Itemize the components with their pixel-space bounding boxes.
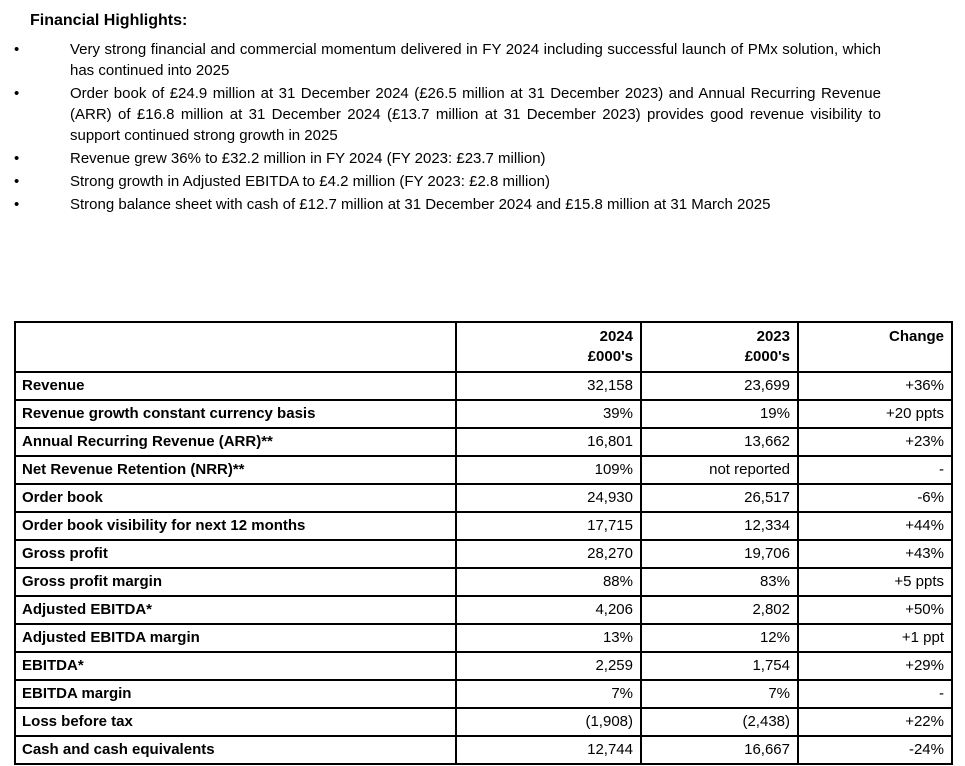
list-item xyxy=(14,148,881,169)
list-item-text: Strong balance sheet with cash of £12.7 million at 31 December 2024 and £15.8 million at 31 March 2025 xyxy=(70,196,771,213)
value-2024: 39% xyxy=(456,400,641,428)
metric-label: Gross profit margin xyxy=(15,568,456,596)
value-2024: 28,270 xyxy=(456,540,641,568)
list-item xyxy=(14,194,881,215)
header-unit-2023: £000's xyxy=(744,348,790,365)
table-row xyxy=(15,428,952,456)
metric-label: Annual Recurring Revenue (ARR)** xyxy=(15,428,456,456)
metric-label: Adjusted EBITDA* xyxy=(15,596,456,624)
value-2024: 12,744 xyxy=(456,736,641,764)
bullet-icon: • xyxy=(14,173,20,190)
value-2024: 13% xyxy=(456,624,641,652)
table-row xyxy=(15,568,952,596)
list-item-text: Strong growth in Adjusted EBITDA to £4.2 million (FY 2023: £2.8 million) xyxy=(70,173,550,190)
column-header-2024 xyxy=(456,322,641,372)
list-item-text: Very strong financial and commercial momentum delivered in FY 2024 including successful launch of PMx solution, which has continued into 2025 xyxy=(70,41,881,79)
change-value: +29% xyxy=(798,652,952,680)
table-row xyxy=(15,624,952,652)
financial-summary-table xyxy=(14,321,953,765)
bullet-icon: • xyxy=(14,41,20,58)
value-2023: (2,438) xyxy=(641,708,798,736)
table-row xyxy=(15,680,952,708)
value-2024: 88% xyxy=(456,568,641,596)
value-2024: 17,715 xyxy=(456,512,641,540)
list-item-text: Order book of £24.9 million at 31 December 2024 (£26.5 million at 31 December 2023) and Annual Recurring Revenue (ARR) of £16.8 million at 31 December 2024 (£13.7 million at 31 December 2023) provides good revenue visibility to support continued strong growth in 2025 xyxy=(70,85,881,144)
value-2023: 2,802 xyxy=(641,596,798,624)
table-row xyxy=(15,400,952,428)
bullet-icon: • xyxy=(14,85,20,102)
change-value: - xyxy=(798,456,952,484)
metric-label: EBITDA margin xyxy=(15,680,456,708)
value-2024: 32,158 xyxy=(456,372,641,400)
value-2023: 7% xyxy=(641,680,798,708)
header-year-2023: 2023 xyxy=(756,328,790,345)
change-value: -6% xyxy=(798,484,952,512)
bullet-icon: • xyxy=(14,150,20,167)
change-value: +50% xyxy=(798,596,952,624)
value-2023: 12,334 xyxy=(641,512,798,540)
metric-label: Revenue growth constant currency basis xyxy=(15,400,456,428)
list-item xyxy=(14,83,881,146)
table-row xyxy=(15,596,952,624)
value-2024: 7% xyxy=(456,680,641,708)
column-header-change: Change xyxy=(798,322,952,372)
metric-label: Gross profit xyxy=(15,540,456,568)
value-2023: 23,699 xyxy=(641,372,798,400)
bullet-icon: • xyxy=(14,196,20,213)
table-row xyxy=(15,484,952,512)
value-2024: (1,908) xyxy=(456,708,641,736)
value-2024: 109% xyxy=(456,456,641,484)
value-2023: not reported xyxy=(641,456,798,484)
value-2023: 26,517 xyxy=(641,484,798,512)
metric-label: Adjusted EBITDA margin xyxy=(15,624,456,652)
value-2023: 1,754 xyxy=(641,652,798,680)
value-2023: 83% xyxy=(641,568,798,596)
value-2023: 16,667 xyxy=(641,736,798,764)
column-header-2023 xyxy=(641,322,798,372)
highlights-list xyxy=(14,39,951,215)
page-title: Financial Highlights: xyxy=(30,12,188,29)
value-2023: 13,662 xyxy=(641,428,798,456)
metric-column-header xyxy=(15,322,456,372)
table-row xyxy=(15,708,952,736)
table-row xyxy=(15,736,952,764)
metric-label: Revenue xyxy=(15,372,456,400)
table-header-row xyxy=(15,322,952,372)
list-item xyxy=(14,171,881,192)
change-value: +22% xyxy=(798,708,952,736)
change-value: +23% xyxy=(798,428,952,456)
value-2023: 19% xyxy=(641,400,798,428)
table-row xyxy=(15,540,952,568)
change-value: - xyxy=(798,680,952,708)
table-row xyxy=(15,456,952,484)
change-value: -24% xyxy=(798,736,952,764)
table-row xyxy=(15,372,952,400)
header-unit-2024: £000's xyxy=(587,348,633,365)
header-year-2024: 2024 xyxy=(599,328,633,345)
list-item-text: Revenue grew 36% to £32.2 million in FY 2024 (FY 2023: £23.7 million) xyxy=(70,150,546,167)
change-value: +43% xyxy=(798,540,952,568)
table-row xyxy=(15,512,952,540)
metric-label: EBITDA* xyxy=(15,652,456,680)
metric-label: Net Revenue Retention (NRR)** xyxy=(15,456,456,484)
value-2024: 4,206 xyxy=(456,596,641,624)
value-2024: 2,259 xyxy=(456,652,641,680)
value-2024: 24,930 xyxy=(456,484,641,512)
value-2024: 16,801 xyxy=(456,428,641,456)
metric-label: Order book visibility for next 12 months xyxy=(15,512,456,540)
change-value: +20 ppts xyxy=(798,400,952,428)
change-value: +5 ppts xyxy=(798,568,952,596)
value-2023: 19,706 xyxy=(641,540,798,568)
list-item xyxy=(14,39,881,81)
change-value: +36% xyxy=(798,372,952,400)
change-value: +44% xyxy=(798,512,952,540)
metric-label: Cash and cash equivalents xyxy=(15,736,456,764)
metric-label: Order book xyxy=(15,484,456,512)
change-value: +1 ppt xyxy=(798,624,952,652)
metric-label: Loss before tax xyxy=(15,708,456,736)
table-row xyxy=(15,652,952,680)
value-2023: 12% xyxy=(641,624,798,652)
